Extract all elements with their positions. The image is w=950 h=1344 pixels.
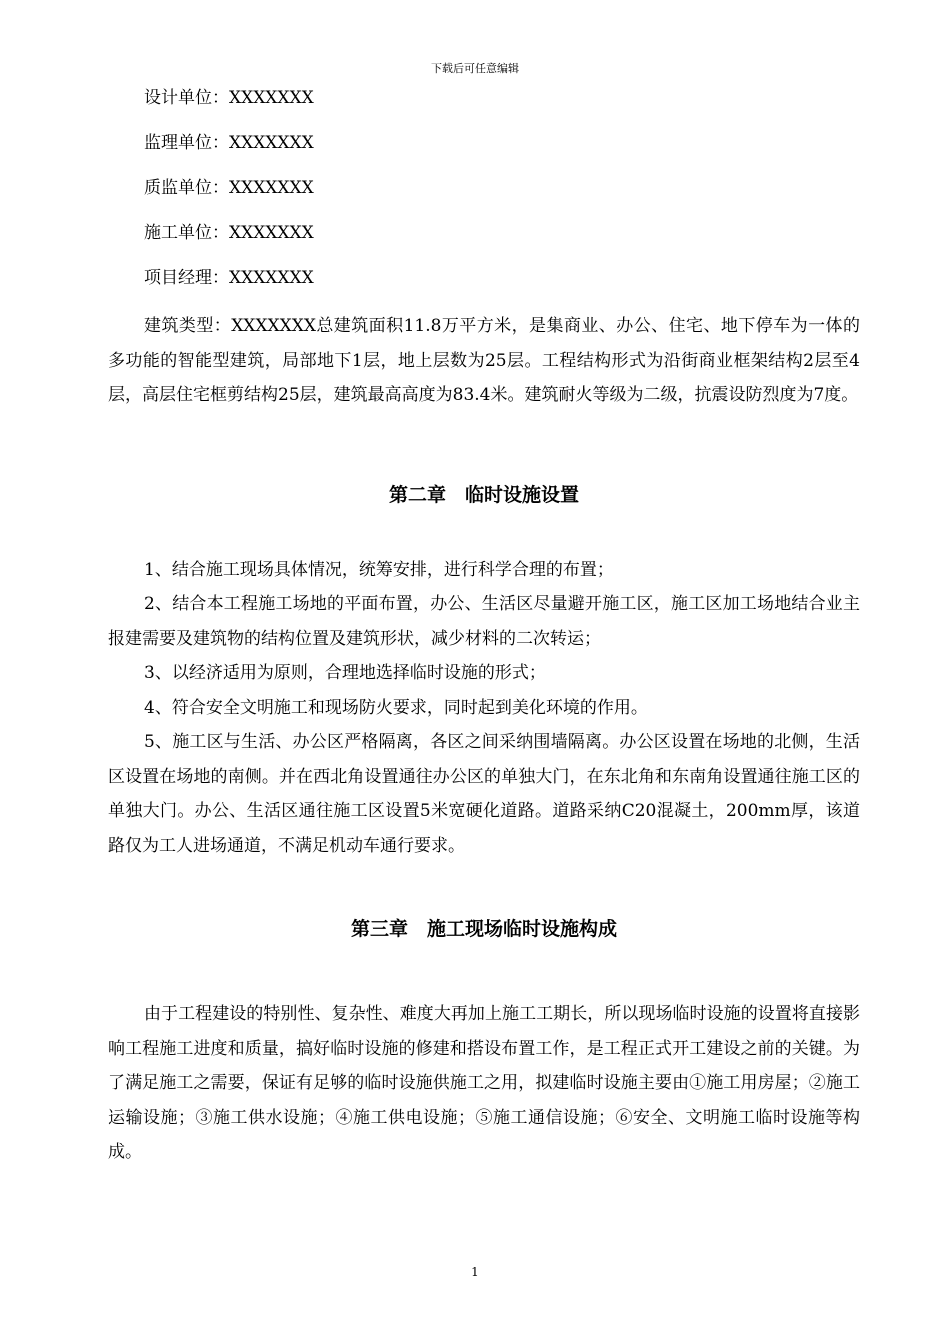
info-project-manager	[108, 260, 860, 305]
chapter-2-title: 第二章 临时设施设置	[388, 483, 579, 506]
info-value: XXXXXXX	[229, 223, 314, 243]
info-label: 项目经理：	[144, 268, 229, 288]
info-design-unit	[108, 80, 860, 125]
chapter-2-list	[108, 553, 860, 864]
document-body	[108, 80, 860, 1170]
info-label: 监理单位：	[144, 133, 229, 153]
chapter-3-title: 第三章 施工现场临时设施构成	[350, 918, 617, 940]
chapter-3-paragraph: 由于工程建设的特别性、复杂性、难度大再加上施工工期长，所以现场临时设施的设置将直接影响工程施工进度和质量，搞好临时设施的修建和搭设布置工作，是工程正式开工建设之前的关键。为了满足施工之需要，保证有足够的临时设施供施工之用，拟建临时设施主要由①施工用房屋；②施工运输设施；③施工供水设施；④施工供电设施；⑤施工通信设施；⑥安全、文明施工临时设施等构成。	[108, 1004, 860, 1162]
info-label: 施工单位：	[144, 223, 229, 243]
info-quality-unit	[108, 170, 860, 215]
info-value: XXXXXXX	[229, 268, 314, 288]
info-label: 设计单位：	[144, 88, 229, 108]
page-number: 1	[471, 1265, 479, 1279]
info-supervision-unit	[108, 125, 860, 170]
chapter-2-item: 5、施工区与生活、办公区严格隔离，各区之间采纳围墙隔离。办公区设置在场地的北侧，生活区设置在场地的南侧。并在西北角设置通往办公区的单独大门，在东北角和东南角设置通往施工区的单独大门。办公、生活区通往施工区设置5米宽硬化道路。道路采纳C20混凝土，200mm厚，该道路仅为工人进场通道，不满足机动车通行要求。	[108, 732, 860, 856]
chapter-2-item: 4、符合安全文明施工和现场防火要求，同时起到美化环境的作用。	[144, 697, 648, 718]
chapter-2-item: 1、结合施工现场具体情况，统筹安排，进行科学合理的布置；	[144, 559, 614, 580]
info-label: 质监单位：	[144, 178, 229, 198]
chapter-2-item: 3、以经济适用为原则，合理地选择临时设施的形式；	[144, 663, 546, 683]
info-value: XXXXXXX	[229, 88, 314, 108]
info-value: XXXXXXX	[229, 133, 314, 153]
info-value: XXXXXXX	[229, 178, 314, 198]
building-type-paragraph: 建筑类型：XXXXXXX总建筑面积11.8万平方米，是集商业、办公、住宅、地下停车为一体的多功能的智能型建筑，局部地下1层，地上层数为25层。工程结构形式为沿街商业框架结构2层至4层，高层住宅框剪结构25层，建筑最高高度为83.4米。建筑耐火等级为二级，抗震设防烈度为7度。	[108, 316, 860, 405]
info-construction-unit	[108, 215, 860, 260]
chapter-2-item: 2、结合本工程施工场地的平面布置，办公、生活区尽量避开施工区，施工区加工场地结合业主报建需要及建筑物的结构位置及建筑形状，减少材料的二次转运；	[108, 594, 860, 649]
page-header: 下载后可任意编辑	[431, 62, 519, 75]
